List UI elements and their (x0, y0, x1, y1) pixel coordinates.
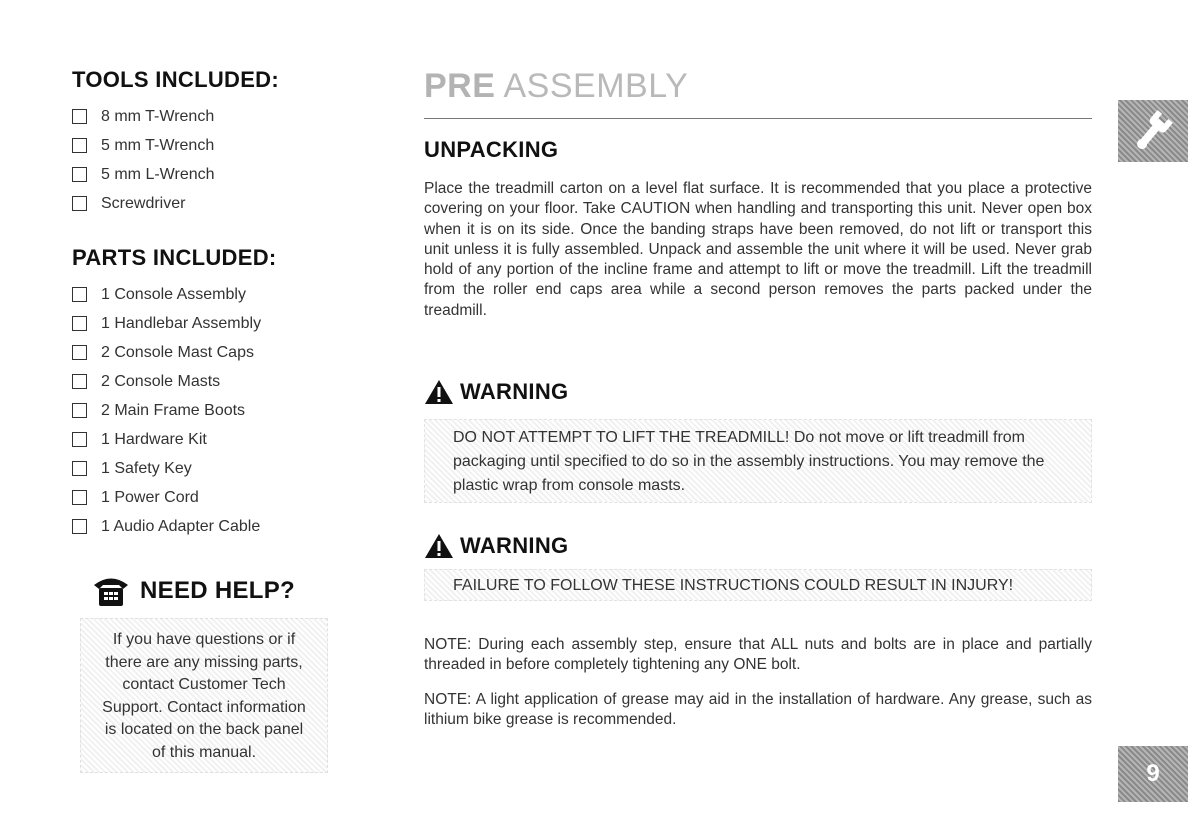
unpacking-body: Place the treadmill carton on a level flat surface. It is recommended that you place a protective covering on your floor. Take CAUTION when handling and transporting this unit. Never open box when it is on its side. Once the banding straps have been removed, do not lift or transport this unit unless it is fully assembled. Unpack and assemble the unit where it will be used. Never grab hold of any portion of the incline frame and attempt to lift or move the treadmill. Lift the treadmill from the roller end caps area while a second person removes the parts packed under the treadmill. (424, 180, 1092, 319)
tools-heading: TOOLS INCLUDED: (72, 67, 279, 92)
list-item (72, 189, 332, 218)
tool-label: 5 mm T-Wrench (101, 136, 215, 154)
tool-label: 5 mm L-Wrench (101, 165, 215, 183)
help-line: Support. Contact information (102, 698, 306, 716)
need-help-heading: NEED HELP? (140, 577, 296, 604)
part-label: 2 Console Masts (101, 372, 221, 390)
warning-header (424, 533, 1092, 559)
list-item (72, 396, 332, 425)
tool-label: 8 mm T-Wrench (101, 107, 215, 125)
checkbox[interactable] (72, 287, 87, 302)
checkbox[interactable] (72, 167, 87, 182)
list-item (72, 160, 332, 189)
list-item (72, 425, 332, 454)
title-bold: PRE (424, 67, 496, 105)
tools-checklist (72, 102, 332, 218)
unpacking-heading: UNPACKING (424, 137, 559, 162)
help-line: of this manual. (151, 743, 257, 761)
part-label: 1 Audio Adapter Cable (101, 517, 261, 535)
warning-heading: WARNING (460, 379, 569, 405)
need-help-panel (80, 574, 332, 773)
note-text: NOTE: During each assembly step, ensure that ALL nuts and bolts are in place and partially threaded in before completely tightening any ONE bolt. (424, 636, 1092, 674)
part-label: 1 Hardware Kit (101, 430, 207, 448)
tool-label: Screwdriver (101, 194, 186, 212)
help-line: contact Customer Tech (122, 676, 286, 693)
section-tab (1118, 100, 1188, 162)
checkbox[interactable] (72, 461, 87, 476)
warning-icon (424, 533, 454, 559)
parts-heading: PARTS INCLUDED: (72, 245, 277, 270)
left-column (72, 66, 332, 541)
page-title (424, 66, 1092, 106)
checkbox[interactable] (72, 403, 87, 418)
list-item (72, 483, 332, 512)
page-number: 9 (1118, 746, 1188, 802)
list-item (72, 102, 332, 131)
note-text: NOTE: A light application of grease may aid in the installation of hardware. Any grease, such as lithium bike grease is recommended. (424, 690, 1092, 728)
wrench-icon (1130, 108, 1176, 154)
checkbox[interactable] (72, 374, 87, 389)
checkbox[interactable] (72, 316, 87, 331)
checkbox[interactable] (72, 432, 87, 447)
telephone-icon (92, 574, 130, 608)
list-item (72, 512, 332, 541)
help-line: is located on the back panel (104, 721, 304, 738)
part-label: 1 Safety Key (101, 459, 192, 477)
need-help-text (80, 618, 328, 773)
part-label: 2 Console Mast Caps (101, 343, 254, 361)
list-item (72, 309, 332, 338)
list-item (72, 131, 332, 160)
help-line: there are any missing parts, (105, 653, 303, 671)
parts-checklist (72, 280, 332, 541)
part-label: 1 Power Cord (101, 488, 199, 506)
need-help-header (80, 574, 332, 608)
part-label: 2 Main Frame Boots (101, 401, 246, 419)
checkbox[interactable] (72, 138, 87, 153)
warning-text: FAILURE TO FOLLOW THESE INSTRUCTIONS COULD RESULT IN INJURY! (424, 569, 1092, 601)
help-line: If you have questions or if (112, 631, 296, 648)
list-item (72, 454, 332, 483)
title-light: ASSEMBLY (495, 67, 689, 105)
title-divider (424, 118, 1092, 119)
list-item (72, 280, 332, 309)
part-label: 1 Handlebar Assembly (101, 314, 262, 332)
list-item (72, 367, 332, 396)
part-label: 1 Console Assembly (101, 285, 246, 303)
right-column (424, 66, 1092, 730)
warning-icon (424, 379, 454, 405)
list-item (72, 338, 332, 367)
checkbox[interactable] (72, 519, 87, 534)
warning-header (424, 379, 1092, 405)
checkbox[interactable] (72, 345, 87, 360)
checkbox[interactable] (72, 490, 87, 505)
checkbox[interactable] (72, 109, 87, 124)
warning-text: DO NOT ATTEMPT TO LIFT THE TREADMILL! Do not move or lift treadmill from packaging until specified to do so in the assembly instructions. You may remove the plastic wrap from console masts. (424, 419, 1092, 503)
checkbox[interactable] (72, 196, 87, 211)
warning-heading: WARNING (460, 533, 569, 559)
